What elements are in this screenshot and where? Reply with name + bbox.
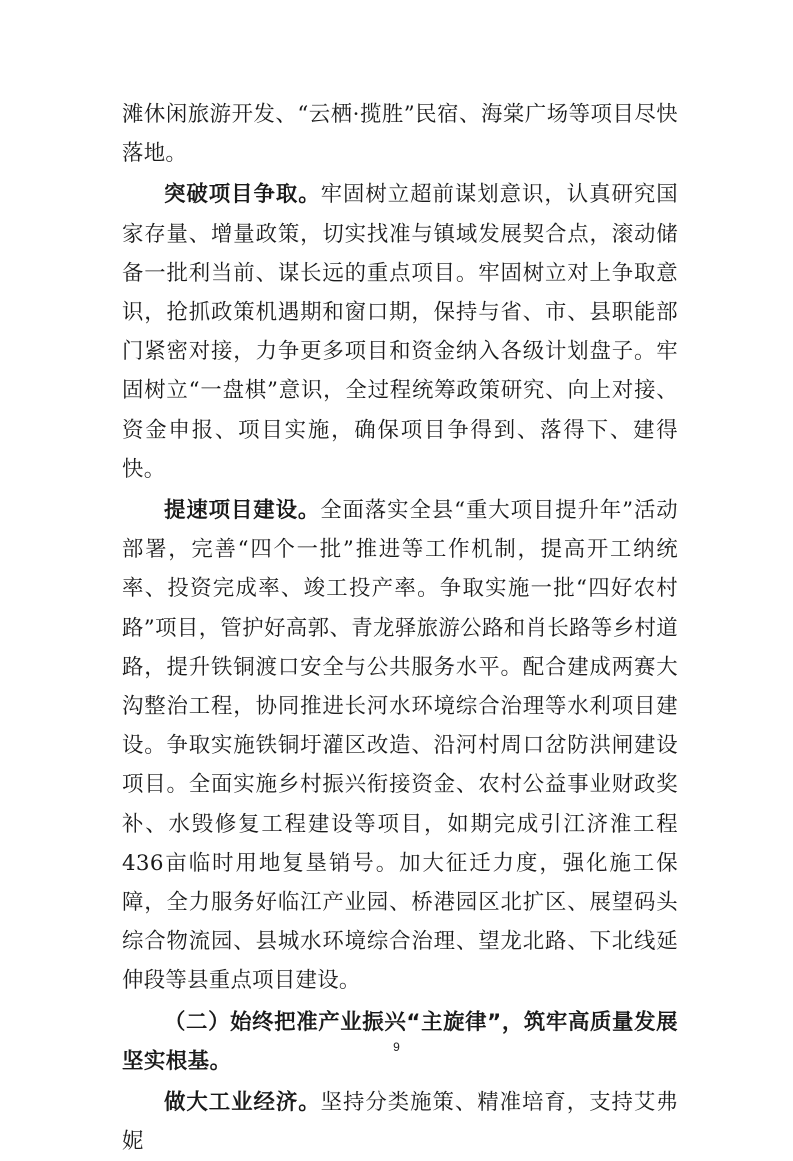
section-heading: （二）始终把准产业振兴“主旋律”，筑牢高质量发展坚实根基。 [122,1009,678,1074]
document-page [122,95,678,1161]
paragraph-continuation [122,95,678,173]
paragraph-project-construction [122,491,678,1001]
paragraph-text: 坚持分类施策、精准培育，支持艾弗妮 [122,1090,678,1155]
paragraph-project-acquisition [122,175,678,489]
paragraph-lead: 做大工业经济。 [164,1090,321,1116]
paragraph-lead: 提速项目建设。 [164,498,321,524]
paragraph-text: 全面落实全县“重大项目提升年”活动部署，完善“四个一批”推进等工作机制，提高开工纳统率、投资完成率、竣工投产率。争取实施一批“四好农村路”项目，管护好高郭、青龙驿旅游公路和肖长路等乡村道路，提升铁铜渡口安全与公共服务水平。配合建成两赛大沟整治工程，协同推进长河水环境综合治理等水利项目建设。争取实施铁铜圩灌区改造、沿河村周口岔防洪闸建设项目。全面实施乡村振兴衔接资金、农村公益事业财政奖补、水毁修复工程建设等项目，如期完成引江济淮工程436亩临时用地复垦销号。加大征迁力度，强化施工保障，全力服务好临江产业园、桥港园区北扩区、展望码头综合物流园、县城水环境综合治理、望龙北路、下北线延伸段等县重点项目建设。 [122,498,678,994]
paragraph-industrial-economy [122,1083,678,1161]
paragraph-text: 牢固树立超前谋划意识，认真研究国家存量、增量政策，切实找准与镇域发展契合点，滚动储备一批利当前、谋长远的重点项目。牢固树立对上争取意识，抢抓政策机遇期和窗口期，保持与省、市、县职能部门紧密对接，力争更多项目和资金纳入各级计划盘子。牢固树立“一盘棋”意识，全过程统筹政策研究、向上对接、资金申报、项目实施，确保项目争得到、落得下、建得快。 [122,182,678,482]
page-number: 9 [393,1040,400,1054]
paragraph-text: 滩休闲旅游开发、“云栖·揽胜”民宿、海棠广场等项目尽快落地。 [122,102,678,167]
paragraph-lead: 突破项目争取。 [164,182,321,208]
